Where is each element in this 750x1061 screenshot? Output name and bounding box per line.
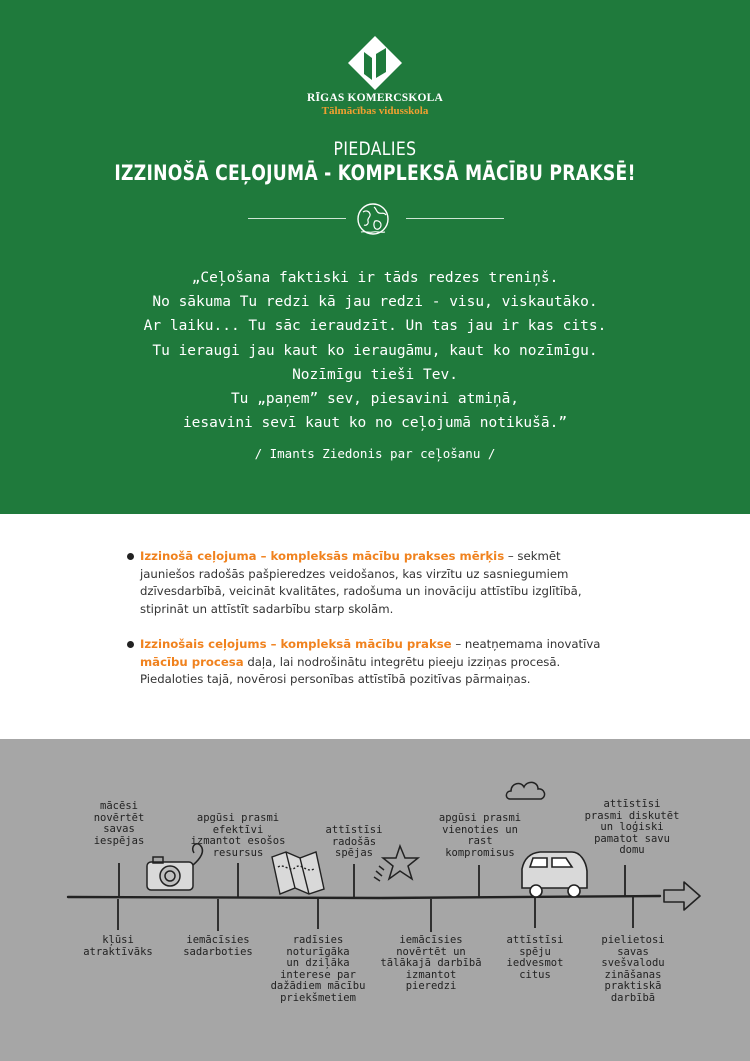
timeline-graphic	[0, 739, 750, 1061]
timeline-label-above: apgūsi prasmi efektīvi izmantot esošos resursus	[190, 812, 286, 859]
info-item-goal	[140, 548, 610, 618]
timeline-label-below: attīstīsi spēju iedvesmot citus	[506, 934, 564, 981]
timeline-label-above: apgūsi prasmi vienoties un rast kompromisus	[438, 812, 522, 859]
arrow-icon	[664, 882, 700, 910]
cloud-icon	[506, 782, 544, 799]
timeline-label-below: pielietosi savas svešvalodu zināšanas praktiskā darbībā	[601, 934, 665, 1004]
timeline-label-below: iemācīsies sadarboties	[183, 934, 253, 958]
info-highlight: mācību procesa	[140, 654, 244, 669]
quote-line: No sākuma Tu redzi kā jau redzi - visu, viskautāko.	[152, 294, 598, 311]
info-highlight: Izzinošais ceļojums – kompleksā mācību prakse	[140, 637, 452, 651]
kicker-text: PIEDALIES	[333, 138, 417, 160]
timeline-label-below: iemācīsies novērtēt un tālākajā darbībā izmantot pieredzi	[380, 934, 482, 992]
timeline-label-above: attīstīsi prasmi diskutēt un loģiski pamatot savu domu	[584, 798, 680, 856]
info-text: – neatņemama inovatīva	[451, 637, 601, 651]
info-text: – sekmēt jauniešos radošās pašpieredzes veidošanos, kas virzītu uz sasniegumiem dzīvesdarbībā, veicināt kvalitātes, radošuma un inovāciju attīstību izglītībā, stiprināt un attīstīt sadarbību starp skolām.	[140, 549, 582, 616]
school-subtitle: Tālmācības vidusskola	[321, 105, 429, 117]
timeline-label-below: radīsies noturīgāka un dziļāka interese par dažādiem mācību priekšmetiem	[270, 934, 366, 1004]
quote-line: „Ceļošana faktiski ir tāds redzes treniņš.	[191, 270, 559, 286]
bullet-icon	[127, 641, 134, 648]
timeline-label-above: mācēsi novērtēt savas iespējas	[93, 800, 145, 847]
school-name: RĪGAS KOMERCSKOLA	[307, 92, 443, 104]
divider-right	[406, 218, 504, 219]
timeline-label-above: attīstīsi radošās spējas	[325, 824, 383, 859]
info-highlight: Izzinošā ceļojuma – kompleksās mācību prakses mērķis	[140, 549, 505, 563]
timeline-label-below: kļūsi atraktīvāks	[83, 934, 153, 958]
quote-source: / Imants Ziedonis par ceļošanu /	[254, 446, 496, 461]
quote-line: Nozīmīgu tieši Tev.	[292, 366, 458, 383]
divider-left	[248, 218, 346, 219]
bullet-icon	[127, 553, 134, 560]
page-headline: IZZINOŠĀ CEĻOJUMĀ - KOMPLEKSĀ MĀCĪBU PRAKSĒ!	[114, 161, 636, 185]
quote-line: Tu ieraugi jau kaut ko ieraugāmu, kaut ko nozīmīgu.	[152, 342, 598, 359]
quote-line: iesavini sevī kaut ko no ceļojumā notikušā.”	[182, 415, 568, 432]
quote-line: Ar laiku... Tu sāc ieraudzīt. Un tas jau ir kas cits.	[143, 318, 607, 335]
info-text: daļa, lai nodrošinātu integrētu pieeju izziņas procesā. Piedaloties tajā, novērosi personības attīstībā pozitīvas pārmaiņas.	[140, 654, 561, 687]
quote-line: Tu „paņem” sev, piesavini atmiņā,	[230, 391, 520, 408]
school-logo-icon	[348, 36, 402, 90]
quote-block	[0, 266, 750, 435]
globe-icon	[355, 201, 391, 237]
info-item-process	[140, 636, 610, 689]
